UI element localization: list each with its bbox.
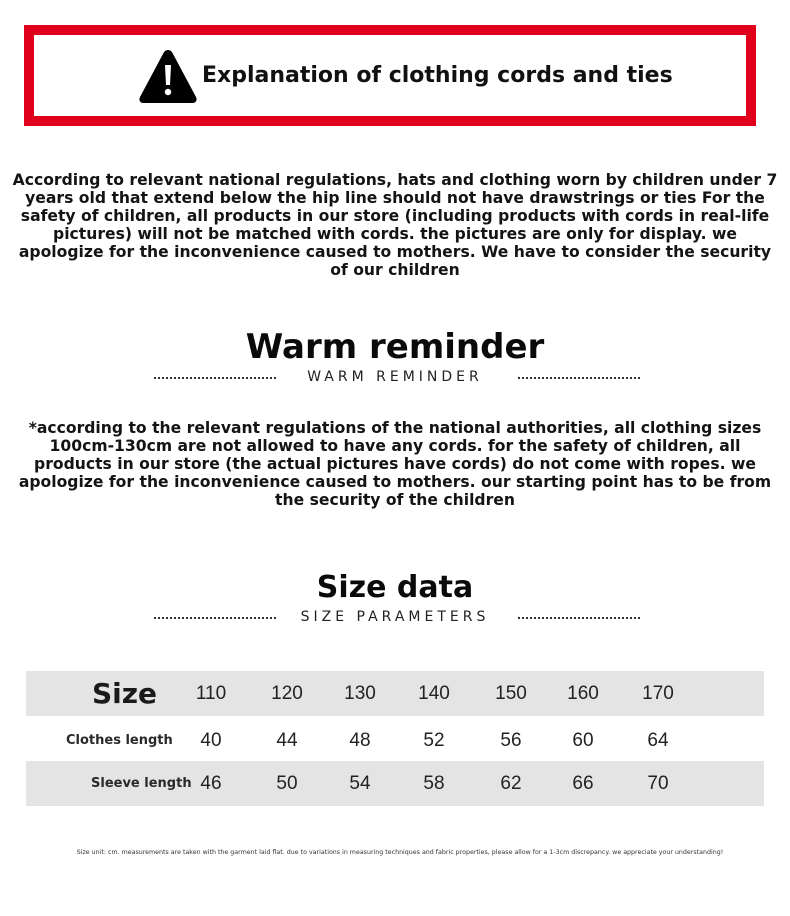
value-cell: 60 [572, 730, 594, 751]
reminder-title: Warm reminder [245, 327, 545, 367]
value-cell: 62 [500, 773, 522, 794]
reminder-paragraph: *according to the relevant regulations of the national authorities, all clothing sizes 100cm-130cm are not allowed to have any cords. for the safety of children, all products in our store (the actual pictures have cords) do not come with ropes. we apologize for the inconvenience caused to mothers. our starting point has to be from the security of the children [18, 419, 772, 509]
size-cell: 150 [495, 683, 527, 704]
size-footnote: Size unit: cm. measurements are taken with the garment laid flat. due to variations in measuring techniques and fabric properties, please allow for a 1-3cm discrepancy. we appreciate your understanding! [76, 849, 724, 856]
size-header-label: Size [92, 677, 158, 710]
intro-paragraph: According to relevant national regulations, hats and clothing worn by children under 7 years old that extend below the hip line should not have drawstrings or ties For the safety of children, all products in our store (including products with cords in real-life pictures) will not be matched with cords. the pictures are only for display. we apologize for the inconvenience caused to mothers. We have to consider the security of our children [12, 171, 778, 279]
warning-banner [24, 25, 756, 126]
size-cell: 120 [271, 683, 303, 704]
value-cell: 70 [647, 773, 669, 794]
divider-dots [518, 617, 640, 619]
value-cell: 56 [500, 730, 522, 751]
value-cell: 54 [349, 773, 371, 794]
value-cell: 52 [423, 730, 445, 751]
size-cell: 140 [418, 683, 450, 704]
size-data-subtitle: SIZE PARAMETERS [300, 609, 490, 625]
value-cell: 64 [647, 730, 669, 751]
value-cell: 40 [200, 730, 222, 751]
value-cell: 66 [572, 773, 594, 794]
size-data-title: Size data [316, 570, 474, 605]
value-cell: 44 [276, 730, 298, 751]
row-label-sleeve-length: Sleeve length [91, 776, 192, 791]
reminder-subtitle: WARM REMINDER [307, 369, 483, 385]
row-label-clothes-length: Clothes length [66, 733, 173, 748]
table-row [26, 718, 764, 763]
size-cell: 130 [344, 683, 376, 704]
table-row [26, 761, 764, 806]
size-cell: 170 [642, 683, 674, 704]
divider-dots [518, 377, 640, 379]
warning-triangle-icon [137, 47, 199, 105]
value-cell: 46 [200, 773, 222, 794]
value-cell: 48 [349, 730, 371, 751]
size-cell: 110 [195, 683, 227, 704]
value-cell: 58 [423, 773, 445, 794]
table-header-row [26, 671, 764, 716]
size-cell: 160 [567, 683, 599, 704]
warning-title: Explanation of clothing cords and ties [202, 63, 673, 88]
value-cell: 50 [276, 773, 298, 794]
